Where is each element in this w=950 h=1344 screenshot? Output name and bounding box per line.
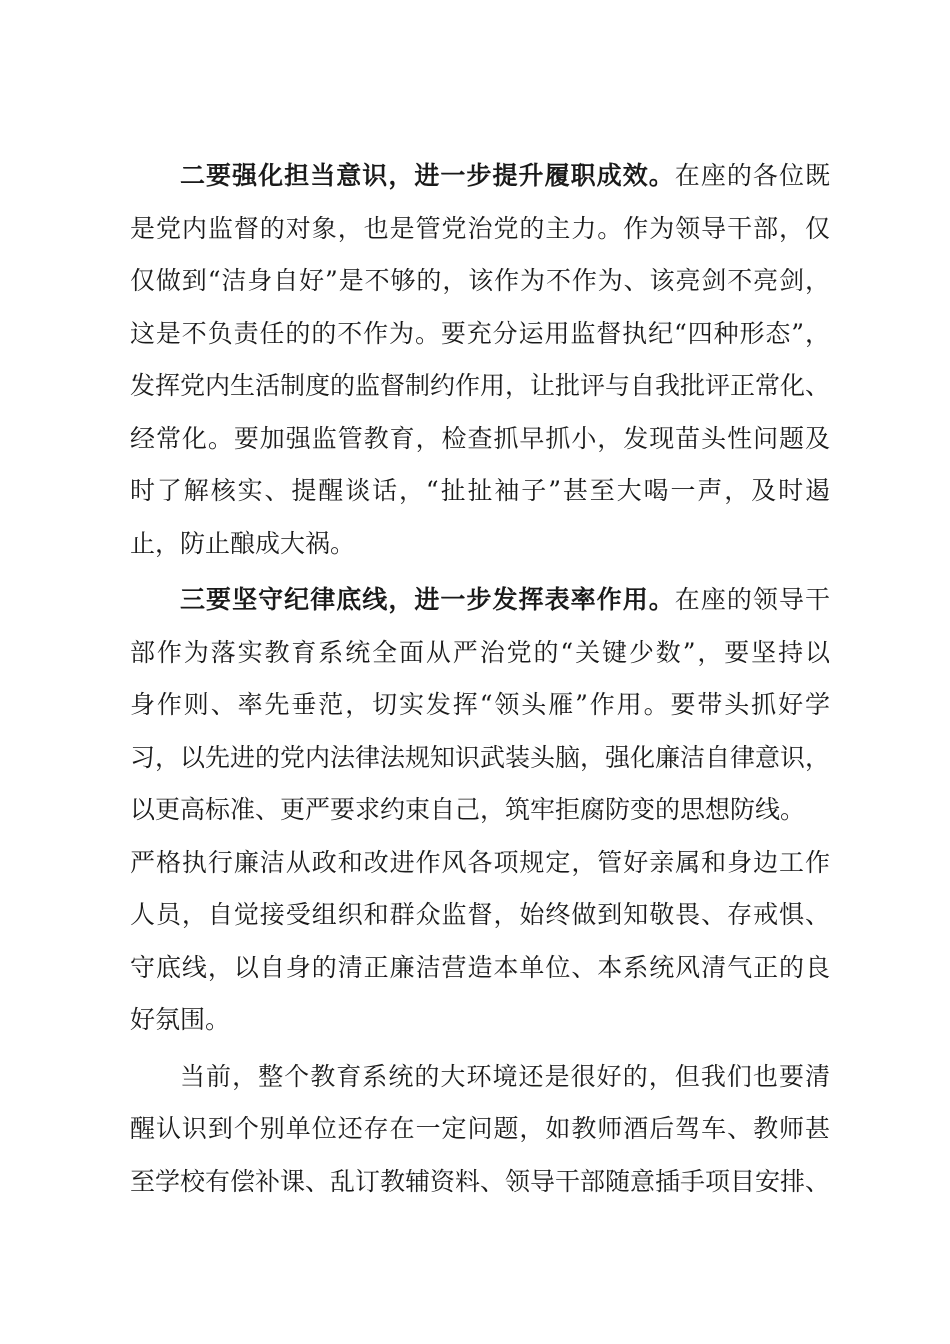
paragraph-1-line-5: 发挥党内生活制度的监督制约作用，让批评与自我批评正常化、	[130, 371, 831, 400]
paragraph-1-line-8: 止，防止酿成大祸。	[130, 528, 356, 558]
paragraph-2-line-4: 习，以先进的党内法律法规知识武装头脑，强化廉洁自律意识，	[130, 742, 831, 772]
paragraph-3-line-1: 当前，整个教育系统的大环境还是很好的，但我们也要清	[180, 1061, 830, 1091]
paragraph-1-line-1	[130, 150, 830, 203]
paragraph-1-heading: 二要强化担当意识，进一步提升履职成效。	[180, 161, 675, 190]
paragraph-1-line-2: 是党内监督的对象，也是管党治党的主力。作为领导干部，仅	[130, 213, 830, 243]
paragraph-2-line-6: 严格执行廉洁从政和改进作风各项规定，管好亲属和身边工作	[130, 847, 830, 877]
paragraph-2-heading: 三要坚守纪律底线，进一步发挥表率作用。	[180, 585, 675, 614]
paragraph-2	[130, 574, 830, 1047]
paragraph-1-line-4: 这是不负责任的的不作为。要充分运用监督执纪“四种形态”，	[130, 318, 830, 348]
paragraph-2-line-8: 守底线，以自身的清正廉洁营造本单位、本系统风清气正的良	[130, 952, 830, 982]
paragraph-1-line-3: 仅做到“洁身自好”是不够的，该作为不作为、该亮剑不亮剑，	[130, 266, 830, 295]
paragraph-2-line-2: 部作为落实教育系统全面从严治党的“关键少数”，要坚持以	[130, 637, 830, 667]
paragraph-2-line-1	[130, 574, 830, 627]
paragraph-2-line-5: 以更高标准、更严要求约束自己，筑牢拒腐防变的思想防线。	[130, 795, 806, 824]
document-body	[130, 150, 830, 1212]
paragraph-3-line-3: 至学校有偿补课、乱订教辅资料、领导干部随意插手项目安排、	[130, 1166, 831, 1196]
paragraph-1	[130, 150, 830, 570]
paragraph-1-text: 在座的各位既	[674, 161, 830, 190]
paragraph-3	[130, 1051, 830, 1209]
paragraph-2-line-7: 人员，自觉接受组织和群众监督，始终做到知敬畏、存戒惧、	[130, 900, 830, 929]
paragraph-1-line-6: 经常化。要加强监管教育，检查抓早抓小，发现苗头性问题及	[130, 423, 830, 453]
paragraph-2-line-9: 好氛围。	[130, 1005, 231, 1034]
paragraph-2-line-3: 身作则、率先垂范，切实发挥“领头雁”作用。要带头抓好学	[130, 690, 830, 719]
paragraph-3-line-2: 醒认识到个别单位还存在一定问题，如教师酒后驾车、教师甚	[130, 1114, 830, 1143]
paragraph-2-text: 在座的领导干	[674, 585, 830, 614]
paragraph-1-line-7: 时了解核实、提醒谈话，“扯扯袖子”甚至大喝一声，及时遏	[130, 476, 830, 505]
